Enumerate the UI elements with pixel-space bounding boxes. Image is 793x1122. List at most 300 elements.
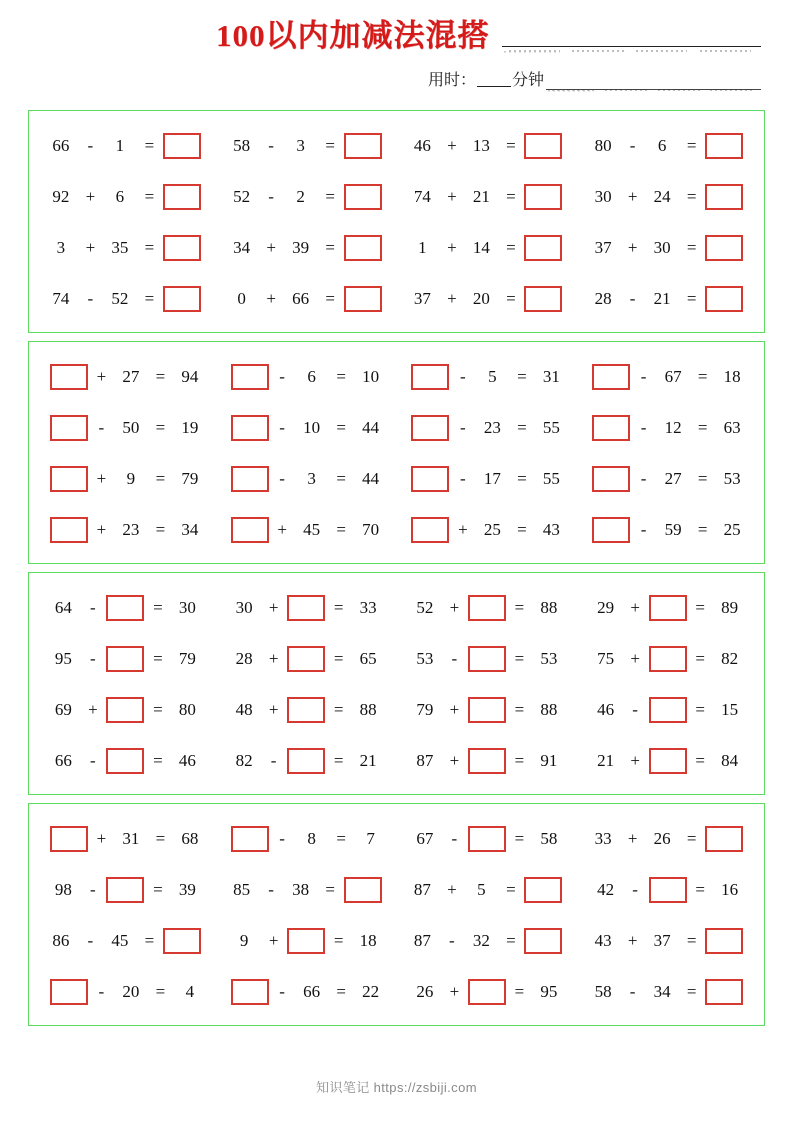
operator: - [268,136,274,156]
operand-b: 27 [122,367,140,387]
equation [233,646,379,672]
operand-a: 92 [52,187,70,207]
operator: + [96,519,107,539]
operand-a: 87 [413,930,431,950]
result-value: 65 [359,649,377,669]
operand-b: 2 [296,187,305,207]
problem-cell [216,133,397,159]
section-3 [28,572,765,795]
result-value: 21 [359,750,377,770]
operand-a: 66 [54,750,72,770]
result-value: 16 [721,880,739,900]
answer-box-operand-b[interactable] [106,748,144,774]
result-value: 82 [721,649,739,669]
answer-box-result[interactable] [705,133,743,159]
equals-sign: = [514,981,525,1001]
answer-box-operand-a[interactable] [411,517,449,543]
operator: - [87,136,94,156]
equation [52,748,198,774]
answer-box-operand-a[interactable] [411,415,449,441]
answer-box-operand-b[interactable] [287,928,325,954]
operator: + [630,598,640,618]
problem-cell [577,748,758,774]
equals-sign: = [325,136,335,156]
operand-b: 27 [664,468,682,488]
operand-a: 52 [233,187,251,207]
answer-box-result[interactable] [524,235,562,261]
operand-a: 33 [594,829,612,849]
result-value: 33 [359,598,377,618]
operand-b: 6 [307,367,316,387]
result-value: 30 [178,598,196,618]
equals-sign: = [336,418,346,438]
equals-sign: = [686,237,697,257]
answer-box-result[interactable] [344,877,382,903]
equals-sign: = [517,418,527,438]
equation [52,877,198,903]
operator: + [449,981,460,1001]
equation [411,466,562,492]
operand-b: 3 [296,136,305,156]
equation [233,748,379,774]
problem-cell [216,184,397,210]
problem-cell [216,697,397,723]
result-value: 19 [181,418,199,438]
answer-box-result[interactable] [344,286,382,312]
operand-a: 66 [52,136,70,156]
operator: - [90,598,96,618]
equation [592,184,743,210]
problem-cell [577,235,758,261]
equals-sign: = [514,649,525,669]
equals-sign: = [506,930,516,950]
operand-a: 79 [416,699,434,719]
answer-box-operand-a[interactable] [50,415,88,441]
answer-box-result[interactable] [524,184,562,210]
result-value: 34 [181,519,199,539]
problem-cell [577,877,758,903]
equation [50,979,201,1005]
answer-box-result[interactable] [344,133,382,159]
answer-box-operand-a[interactable] [411,364,449,390]
equation [231,364,382,390]
operator: + [447,880,457,900]
equation [411,133,562,159]
problem-row [35,583,758,634]
time-write-line[interactable] [546,72,761,92]
answer-box-result[interactable] [705,826,743,852]
operator: + [85,237,96,257]
result-value: 7 [366,829,375,849]
answer-box-result[interactable] [524,877,562,903]
equals-sign: = [514,829,525,849]
operator: + [630,750,640,770]
operand-a: 21 [597,750,615,770]
equals-sign: = [506,187,516,207]
equals-sign: = [695,750,705,770]
answer-box-operand-b[interactable] [468,826,506,852]
equation [231,133,382,159]
operand-b: 6 [657,136,667,156]
answer-box-result[interactable] [705,979,743,1005]
equals-sign: = [333,930,344,950]
operand-b: 21 [472,187,490,207]
operator: - [87,288,94,308]
operator: + [447,288,457,308]
answer-box-result[interactable] [163,184,201,210]
answer-box-operand-a[interactable] [592,466,630,492]
equals-sign: = [686,829,697,849]
problem-row [35,865,758,916]
answer-box-result[interactable] [163,133,201,159]
operand-b: 6 [115,187,125,207]
result-value: 89 [721,598,739,618]
result-value: 15 [721,699,739,719]
equals-sign: = [336,519,346,539]
operand-b: 1 [115,136,125,156]
problem-cell [577,184,758,210]
operand-a: 74 [52,288,70,308]
equals-sign: = [517,468,527,488]
operand-b: 23 [122,519,140,539]
operator: + [627,829,638,849]
answer-box-result[interactable] [524,286,562,312]
problem-cell [577,466,758,492]
problem-cell [35,184,216,210]
operand-b: 32 [472,930,490,950]
equals-sign: = [506,237,516,257]
problem-row [35,403,758,454]
equation [592,928,743,954]
answer-box-operand-a[interactable] [592,517,630,543]
name-write-line[interactable] [502,33,762,53]
time-dot-guide [548,89,759,92]
operand-b: 30 [653,237,671,257]
operand-b: 35 [111,237,129,257]
result-value: 44 [362,468,380,488]
problem-row [35,814,758,865]
operand-a: 46 [597,699,615,719]
equals-sign: = [153,598,163,618]
equals-sign: = [506,880,516,900]
equals-sign: = [506,136,516,156]
operand-a: 85 [233,880,251,900]
answer-box-operand-b[interactable] [468,595,506,621]
problem-cell [216,748,397,774]
result-value: 53 [540,649,558,669]
equals-sign: = [155,981,166,1001]
operand-a: 87 [413,880,431,900]
answer-box-operand-a[interactable] [231,979,269,1005]
operator: + [96,829,107,849]
answer-box-operand-a[interactable] [231,364,269,390]
answer-box-result[interactable] [163,235,201,261]
operand-b: 26 [653,829,671,849]
title-row [0,0,793,53]
problem-cell [577,595,758,621]
operand-b: 24 [653,187,671,207]
problem-cell [397,697,578,723]
equation [50,235,201,261]
problem-cell [577,133,758,159]
operator: - [460,367,466,387]
operator: - [279,418,285,438]
operator: + [268,930,279,950]
problem-cell [35,826,216,852]
equation [50,364,201,390]
answer-box-operand-b[interactable] [468,646,506,672]
answer-box-operand-b[interactable] [468,979,506,1005]
answer-box-result[interactable] [705,184,743,210]
answer-box-result[interactable] [163,928,201,954]
answer-box-result[interactable] [344,235,382,261]
operand-b: 66 [303,981,321,1001]
problem-cell [216,466,397,492]
problem-row [35,273,758,324]
equation [592,466,743,492]
equation [411,415,562,441]
equals-sign: = [144,288,155,308]
problem-row [35,504,758,555]
result-value: 63 [723,418,741,438]
equals-sign: = [153,649,163,669]
problem-cell [35,415,216,441]
operator: + [447,187,457,207]
operator: - [629,981,636,1001]
answer-box-operand-b[interactable] [106,646,144,672]
operand-b: 9 [126,468,136,488]
answer-box-operand-b[interactable] [287,748,325,774]
operand-a: 64 [54,598,72,618]
operand-a: 69 [54,699,72,719]
answer-box-result[interactable] [163,286,201,312]
operand-a: 48 [235,699,253,719]
worksheet-header [0,0,793,104]
result-value: 43 [542,519,560,539]
result-value: 53 [723,468,741,488]
operand-b: 59 [664,519,682,539]
answer-box-operand-b[interactable] [287,595,325,621]
equals-sign: = [686,136,697,156]
operator: - [629,288,636,308]
equation [50,415,201,441]
operator: + [458,519,468,539]
operand-a: 58 [594,981,612,1001]
time-label-prefix: 用时： [428,72,477,89]
operand-b: 20 [122,981,140,1001]
answer-box-result[interactable] [524,928,562,954]
operator: + [449,750,460,770]
operand-a: 82 [235,750,253,770]
operator: + [449,699,460,719]
result-value: 10 [362,367,380,387]
problem-cell [35,364,216,390]
equals-sign: = [155,829,166,849]
equals-sign: = [153,880,163,900]
problem-cell [216,595,397,621]
equation [411,517,562,543]
equation [52,646,198,672]
operand-b: 34 [653,981,671,1001]
equation [411,877,562,903]
operator: - [268,880,274,900]
operand-a: 9 [239,930,249,950]
answer-box-operand-b[interactable] [106,877,144,903]
answer-box-operand-b[interactable] [468,697,506,723]
equation [50,286,201,312]
operand-b: 67 [664,367,682,387]
operand-a: 74 [413,187,431,207]
operand-a: 29 [597,598,615,618]
problem-sections [0,104,793,1026]
answer-box-operand-a[interactable] [231,826,269,852]
problem-cell [397,826,578,852]
problem-cell [35,748,216,774]
operand-a: 43 [594,930,612,950]
answer-box-operand-a[interactable] [50,466,88,492]
problem-cell [397,979,578,1005]
operator: - [460,418,466,438]
answer-box-operand-a[interactable] [411,466,449,492]
operand-a: 28 [594,288,612,308]
problem-cell [216,517,397,543]
equation [414,979,560,1005]
operator: - [279,367,285,387]
equals-sign: = [517,367,527,387]
answer-box-result[interactable] [524,133,562,159]
problem-row [35,121,758,172]
operand-b: 45 [111,930,129,950]
operand-b: 13 [472,136,490,156]
operator: - [98,981,105,1001]
operand-a: 46 [413,136,431,156]
problem-cell [35,928,216,954]
answer-box-operand-b[interactable] [649,748,687,774]
answer-box-operand-a[interactable] [50,979,88,1005]
problem-cell [577,979,758,1005]
problem-cell [216,646,397,672]
equals-sign: = [336,367,346,387]
problem-cell [577,286,758,312]
answer-box-result[interactable] [344,184,382,210]
result-value: 44 [362,418,380,438]
answer-box-operand-b[interactable] [287,697,325,723]
equals-sign: = [695,598,705,618]
answer-box-result[interactable] [705,286,743,312]
equation [231,184,382,210]
operand-a: 98 [54,880,72,900]
problem-cell [577,364,758,390]
answer-box-operand-b[interactable] [106,595,144,621]
answer-box-operand-b[interactable] [649,877,687,903]
problem-cell [397,595,578,621]
equation [411,364,562,390]
operator: + [627,187,638,207]
equals-sign: = [333,598,344,618]
operand-a: 53 [416,649,434,669]
equation [595,697,741,723]
answer-box-operand-b[interactable] [649,646,687,672]
result-value: 80 [178,699,196,719]
equation [595,646,741,672]
answer-box-operand-a[interactable] [50,364,88,390]
answer-box-operand-b[interactable] [649,697,687,723]
answer-box-operand-b[interactable] [106,697,144,723]
operand-b: 12 [664,418,682,438]
equals-sign: = [697,418,708,438]
operator: + [630,649,640,669]
operator: - [98,418,105,438]
answer-box-operand-a[interactable] [50,517,88,543]
operator: + [447,136,457,156]
equals-sign: = [686,187,697,207]
equation [414,595,560,621]
equals-sign: = [514,598,525,618]
answer-box-result[interactable] [705,928,743,954]
problem-cell [577,826,758,852]
operand-a: 1 [418,237,427,257]
answer-box-operand-b[interactable] [287,646,325,672]
operator: - [279,468,285,488]
equation [50,826,201,852]
operator: - [640,468,647,488]
result-value: 91 [540,750,558,770]
answer-box-operand-a[interactable] [231,517,269,543]
answer-box-operand-a[interactable] [50,826,88,852]
problem-cell [216,877,397,903]
problem-cell [397,928,578,954]
equals-sign: = [155,468,166,488]
equation [411,928,562,954]
operator: - [460,468,466,488]
operand-b: 38 [292,880,310,900]
result-value: 39 [178,880,196,900]
operator: - [87,930,94,950]
problem-row [35,352,758,403]
result-value: 58 [540,829,558,849]
operand-a: 80 [594,136,612,156]
equation [231,235,382,261]
equation [231,979,382,1005]
answer-box-operand-a[interactable] [592,364,630,390]
problem-cell [216,286,397,312]
result-value: 18 [359,930,377,950]
problem-cell [216,364,397,390]
operand-b: 21 [653,288,671,308]
equation [50,184,201,210]
answer-box-operand-a[interactable] [592,415,630,441]
operator: + [268,598,279,618]
problem-cell [397,133,578,159]
answer-box-operand-b[interactable] [468,748,506,774]
answer-box-operand-a[interactable] [231,415,269,441]
answer-box-operand-b[interactable] [649,595,687,621]
equation [592,517,743,543]
equation [233,697,379,723]
operand-b: 66 [292,288,310,308]
operand-a: 30 [594,187,612,207]
operator: + [627,237,638,257]
equals-sign: = [695,699,705,719]
equation [231,877,382,903]
time-blank[interactable] [477,86,511,87]
operand-a: 58 [233,136,251,156]
answer-box-operand-a[interactable] [231,466,269,492]
result-value: 79 [178,649,196,669]
answer-box-result[interactable] [705,235,743,261]
problem-cell [397,364,578,390]
operator: - [270,750,277,770]
